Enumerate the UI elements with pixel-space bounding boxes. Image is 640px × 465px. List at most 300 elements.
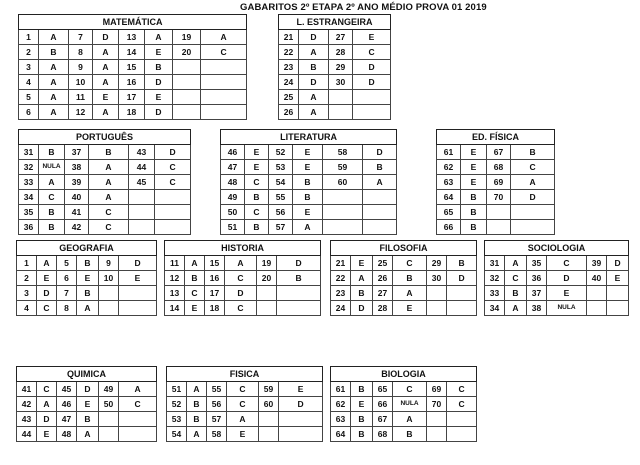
answer-letter: D — [447, 271, 477, 286]
question-number: 26 — [279, 105, 299, 120]
question-number: 55 — [207, 382, 227, 397]
question-number: 10 — [69, 75, 93, 90]
answer-key-table-literatura — [220, 129, 397, 235]
question-number: 47 — [221, 160, 245, 175]
question-number: 24 — [331, 301, 351, 316]
answer-letter: D — [299, 30, 329, 45]
answer-letter: E — [351, 397, 373, 412]
question-number: 44 — [129, 160, 155, 175]
question-number: 58 — [323, 145, 363, 160]
question-number: 7 — [69, 30, 93, 45]
table-row — [19, 160, 191, 175]
question-number: 56 — [269, 205, 293, 220]
question-number: 46 — [221, 145, 245, 160]
question-number: 4 — [19, 75, 39, 90]
answer-letter: A — [39, 90, 69, 105]
question-number: 47 — [57, 412, 77, 427]
answer-letter: B — [511, 145, 555, 160]
answer-letter: B — [351, 286, 373, 301]
table-row — [19, 60, 247, 75]
table-row — [19, 90, 247, 105]
question-number: 69 — [427, 382, 447, 397]
answer-letter: D — [353, 60, 391, 75]
answer-key-table-geografia — [16, 240, 157, 316]
answer-letter: D — [511, 190, 555, 205]
question-number: 65 — [373, 382, 393, 397]
question-number: 1 — [17, 256, 37, 271]
table-row — [437, 220, 555, 235]
answer-letter: C — [155, 160, 191, 175]
question-number: 50 — [221, 205, 245, 220]
question-number: 23 — [279, 60, 299, 75]
answer-letter: B — [293, 190, 323, 205]
table-title: FILOSOFIA — [331, 241, 477, 256]
question-number: 64 — [331, 427, 351, 442]
table-title: ED. FÍSICA — [437, 130, 555, 145]
answer-letter: C — [201, 45, 247, 60]
answer-key-table-quimica — [16, 366, 157, 442]
question-number: 13 — [119, 30, 145, 45]
question-number: 67 — [487, 145, 511, 160]
table-geografia-block — [16, 240, 157, 316]
answer-letter: D — [607, 256, 629, 271]
answer-letter: E — [293, 160, 323, 175]
question-number: 1 — [19, 30, 39, 45]
answer-letter: C — [185, 286, 205, 301]
answer-letter — [277, 286, 321, 301]
question-number: 26 — [373, 271, 393, 286]
answer-letter: B — [461, 220, 487, 235]
answer-letter: B — [187, 397, 207, 412]
question-number: 16 — [205, 271, 225, 286]
question-number: 62 — [437, 160, 461, 175]
answer-letter: B — [39, 205, 65, 220]
question-number: 5 — [19, 90, 39, 105]
answer-letter: A — [89, 190, 129, 205]
question-number: 60 — [259, 397, 279, 412]
answer-letter — [201, 60, 247, 75]
answer-letter — [363, 220, 397, 235]
question-number: 52 — [167, 397, 187, 412]
question-number: 69 — [487, 175, 511, 190]
answer-letter — [607, 286, 629, 301]
question-number: 64 — [437, 190, 461, 205]
answer-letter — [119, 286, 157, 301]
table-row — [19, 45, 247, 60]
table-title: PORTUGUÊS — [19, 130, 191, 145]
answer-letter: B — [461, 205, 487, 220]
answer-letter: D — [363, 145, 397, 160]
table-row — [485, 286, 629, 301]
table-row — [165, 301, 321, 316]
answer-letter — [119, 301, 157, 316]
table-row — [167, 397, 323, 412]
question-number: 39 — [65, 175, 89, 190]
question-number: 8 — [69, 45, 93, 60]
answer-letter — [511, 220, 555, 235]
table-row — [221, 175, 397, 190]
answer-letter: C — [505, 271, 527, 286]
answer-letter: A — [89, 175, 129, 190]
table-row — [437, 145, 555, 160]
question-number — [129, 190, 155, 205]
answer-letter: E — [77, 271, 99, 286]
question-number — [323, 190, 363, 205]
question-number: 14 — [119, 45, 145, 60]
answer-letter — [155, 190, 191, 205]
answer-letter: C — [227, 382, 259, 397]
question-number: 66 — [373, 397, 393, 412]
answer-key-table-matematica — [18, 14, 247, 120]
question-number: 48 — [221, 175, 245, 190]
question-number — [99, 286, 119, 301]
answer-letter: C — [37, 301, 57, 316]
answer-letter: A — [187, 427, 207, 442]
answer-letter: E — [293, 205, 323, 220]
answer-letter: D — [77, 382, 99, 397]
answer-letter: D — [299, 75, 329, 90]
question-number: 63 — [437, 175, 461, 190]
answer-letter: C — [353, 45, 391, 60]
question-number: 61 — [331, 382, 351, 397]
answer-letter: D — [37, 286, 57, 301]
answer-letter: A — [201, 30, 247, 45]
table-row — [19, 190, 191, 205]
question-number: 33 — [485, 286, 505, 301]
answer-letter: B — [39, 145, 65, 160]
answer-letter: D — [279, 397, 323, 412]
table-matematica-block — [18, 14, 247, 120]
question-number: 52 — [269, 145, 293, 160]
answer-letter: B — [505, 286, 527, 301]
table-title: MATEMÁTICA — [19, 15, 247, 30]
answer-letter: C — [119, 397, 157, 412]
question-number — [427, 427, 447, 442]
answer-letter: B — [145, 60, 173, 75]
answer-letter: A — [505, 256, 527, 271]
answer-letter: A — [363, 175, 397, 190]
answer-letter: A — [187, 382, 207, 397]
table-row — [331, 412, 477, 427]
answer-letter: D — [351, 301, 373, 316]
question-number: 36 — [19, 220, 39, 235]
answer-letter: A — [299, 90, 329, 105]
table-filosofia-block — [330, 240, 477, 316]
answer-letter: E — [461, 175, 487, 190]
table-row — [167, 382, 323, 397]
answer-letter: E — [93, 90, 119, 105]
answer-letter: A — [351, 271, 373, 286]
answer-letter: E — [37, 427, 57, 442]
question-number: 2 — [17, 271, 37, 286]
answer-letter: C — [511, 160, 555, 175]
question-number: 60 — [323, 175, 363, 190]
table-row — [221, 160, 397, 175]
answer-letter: A — [39, 105, 69, 120]
question-number: 70 — [427, 397, 447, 412]
question-number: 35 — [19, 205, 39, 220]
question-number — [323, 205, 363, 220]
table-historia-block — [164, 240, 321, 316]
answer-letter — [201, 90, 247, 105]
question-number — [173, 60, 201, 75]
table-ed-fisica-block — [436, 129, 555, 235]
answer-letter: A — [39, 75, 69, 90]
table-row — [17, 397, 157, 412]
question-number — [129, 205, 155, 220]
answer-letter: D — [119, 256, 157, 271]
answer-letter: A — [77, 301, 99, 316]
answer-letter: E — [279, 382, 323, 397]
table-row — [19, 30, 247, 45]
table-portugues-block — [18, 129, 191, 235]
table-sociologia-block — [484, 240, 629, 316]
question-number: 14 — [165, 301, 185, 316]
question-number: 12 — [69, 105, 93, 120]
answer-letter: A — [37, 256, 57, 271]
answer-letter: A — [77, 427, 99, 442]
table-row — [17, 286, 157, 301]
question-number — [487, 205, 511, 220]
question-number: 51 — [167, 382, 187, 397]
answer-key-table-fisica — [166, 366, 323, 442]
table-row — [331, 382, 477, 397]
answer-letter: E — [227, 427, 259, 442]
answer-letter: E — [145, 45, 173, 60]
table-row — [331, 256, 477, 271]
answer-letter: D — [37, 412, 57, 427]
answer-key-table-historia — [164, 240, 321, 316]
answer-letter: NULA — [39, 160, 65, 175]
question-number: 49 — [221, 190, 245, 205]
answer-letter: E — [37, 271, 57, 286]
answer-letter: A — [299, 105, 329, 120]
table-row — [221, 220, 397, 235]
table-title: QUIMICA — [17, 367, 157, 382]
answer-letter: A — [93, 105, 119, 120]
question-number: 17 — [119, 90, 145, 105]
question-number: 25 — [279, 90, 299, 105]
table-row — [19, 145, 191, 160]
table-title: HISTORIA — [165, 241, 321, 256]
question-number: 22 — [279, 45, 299, 60]
table-row — [279, 90, 391, 105]
answer-letter: E — [353, 30, 391, 45]
table-row — [19, 175, 191, 190]
question-number — [257, 286, 277, 301]
table-row — [221, 190, 397, 205]
question-number: 53 — [167, 412, 187, 427]
answer-letter: A — [393, 412, 427, 427]
table-row — [331, 286, 477, 301]
question-number: 32 — [19, 160, 39, 175]
question-number: 46 — [57, 397, 77, 412]
question-number — [99, 427, 119, 442]
answer-letter: C — [447, 382, 477, 397]
answer-letter: E — [77, 397, 99, 412]
answer-letter: A — [511, 175, 555, 190]
table-row — [165, 256, 321, 271]
answer-letter: A — [225, 256, 257, 271]
answer-letter: D — [155, 145, 191, 160]
question-number: 3 — [19, 60, 39, 75]
table-row — [19, 205, 191, 220]
answer-letter: B — [187, 412, 207, 427]
question-number: 20 — [257, 271, 277, 286]
answer-letter: B — [39, 45, 69, 60]
answer-letter: E — [293, 145, 323, 160]
answer-letter: A — [93, 45, 119, 60]
table-row — [437, 205, 555, 220]
answer-letter: C — [37, 382, 57, 397]
answer-letter: B — [277, 271, 321, 286]
question-number: 25 — [373, 256, 393, 271]
answer-letter — [353, 90, 391, 105]
question-number: 24 — [279, 75, 299, 90]
answer-letter: C — [89, 220, 129, 235]
answer-letter: D — [277, 256, 321, 271]
answer-letter: C — [547, 256, 587, 271]
answer-letter: A — [145, 30, 173, 45]
answer-letter: A — [89, 160, 129, 175]
question-number: 17 — [205, 286, 225, 301]
question-number: 23 — [331, 286, 351, 301]
question-number: 59 — [259, 382, 279, 397]
answer-letter: C — [225, 271, 257, 286]
question-number: 13 — [165, 286, 185, 301]
question-number: 4 — [17, 301, 37, 316]
table-row — [19, 105, 247, 120]
answer-letter: E — [351, 256, 373, 271]
question-number: 38 — [527, 301, 547, 316]
question-number: 43 — [17, 412, 37, 427]
answer-letter: B — [447, 256, 477, 271]
answer-letter: D — [225, 286, 257, 301]
answer-letter — [279, 412, 323, 427]
question-number: 59 — [323, 160, 363, 175]
answer-letter: A — [299, 45, 329, 60]
question-number: 68 — [487, 160, 511, 175]
question-number: 19 — [173, 30, 201, 45]
question-number: 58 — [207, 427, 227, 442]
table-quimica-block — [16, 366, 157, 442]
question-number: 55 — [269, 190, 293, 205]
answer-key-table-l-estrangeira — [278, 14, 391, 120]
table-fisica-block — [166, 366, 323, 442]
table-row — [485, 301, 629, 316]
question-number — [173, 105, 201, 120]
question-number — [259, 427, 279, 442]
table-l-estrangeira-block — [278, 14, 391, 120]
answer-key-table-filosofia — [330, 240, 477, 316]
question-number: 28 — [329, 45, 353, 60]
question-number: 70 — [487, 190, 511, 205]
answer-letter: B — [77, 256, 99, 271]
answer-letter: C — [245, 175, 269, 190]
answer-letter: A — [39, 175, 65, 190]
table-title: BIOLOGIA — [331, 367, 477, 382]
answer-letter: B — [245, 220, 269, 235]
question-number: 42 — [17, 397, 37, 412]
answer-key-table-portugues — [18, 129, 191, 235]
table-row — [279, 75, 391, 90]
answer-letter — [119, 427, 157, 442]
question-number: 62 — [331, 397, 351, 412]
answer-letter — [119, 412, 157, 427]
question-number: 6 — [57, 271, 77, 286]
question-number: 44 — [17, 427, 37, 442]
table-row — [17, 256, 157, 271]
page-title: GABARITOS 2º ETAPA 2º ANO MÉDIO PROVA 01 2019 — [240, 2, 487, 13]
question-number: 66 — [437, 220, 461, 235]
question-number: 16 — [119, 75, 145, 90]
table-row — [331, 271, 477, 286]
question-number — [257, 301, 277, 316]
question-number: 5 — [57, 256, 77, 271]
answer-letter: E — [547, 286, 587, 301]
table-row — [17, 301, 157, 316]
table-title: LITERATURA — [221, 130, 397, 145]
answer-letter: A — [393, 286, 427, 301]
table-title: L. ESTRANGEIRA — [279, 15, 391, 30]
answer-letter: B — [351, 412, 373, 427]
table-row — [167, 412, 323, 427]
table-row — [17, 427, 157, 442]
table-title: FISICA — [167, 367, 323, 382]
table-row — [485, 271, 629, 286]
question-number: 67 — [373, 412, 393, 427]
question-number — [173, 90, 201, 105]
question-number: 57 — [207, 412, 227, 427]
question-number: 61 — [437, 145, 461, 160]
answer-letter — [363, 205, 397, 220]
question-number: 11 — [69, 90, 93, 105]
question-number: 33 — [19, 175, 39, 190]
question-number: 15 — [205, 256, 225, 271]
question-number — [329, 105, 353, 120]
answer-letter: A — [93, 75, 119, 90]
question-number: 27 — [373, 286, 393, 301]
answer-letter: B — [293, 175, 323, 190]
answer-letter: A — [227, 412, 259, 427]
table-title: SOCIOLOGIA — [485, 241, 629, 256]
answer-letter: C — [447, 397, 477, 412]
table-row — [221, 145, 397, 160]
question-number: 42 — [65, 220, 89, 235]
answer-letter — [363, 190, 397, 205]
answer-letter: B — [393, 271, 427, 286]
answer-letter — [279, 427, 323, 442]
answer-letter: E — [245, 145, 269, 160]
answer-letter: C — [39, 190, 65, 205]
question-number: 20 — [173, 45, 201, 60]
question-number: 54 — [167, 427, 187, 442]
question-number — [129, 220, 155, 235]
question-number: 39 — [587, 256, 607, 271]
question-number: 30 — [329, 75, 353, 90]
question-number: 31 — [19, 145, 39, 160]
answer-letter — [447, 286, 477, 301]
question-number: 68 — [373, 427, 393, 442]
answer-letter: A — [39, 60, 69, 75]
question-number: 31 — [485, 256, 505, 271]
table-row — [485, 256, 629, 271]
answer-letter: B — [89, 145, 129, 160]
answer-letter: E — [145, 90, 173, 105]
answer-letter: D — [145, 105, 173, 120]
answer-letter: A — [505, 301, 527, 316]
table-row — [279, 60, 391, 75]
